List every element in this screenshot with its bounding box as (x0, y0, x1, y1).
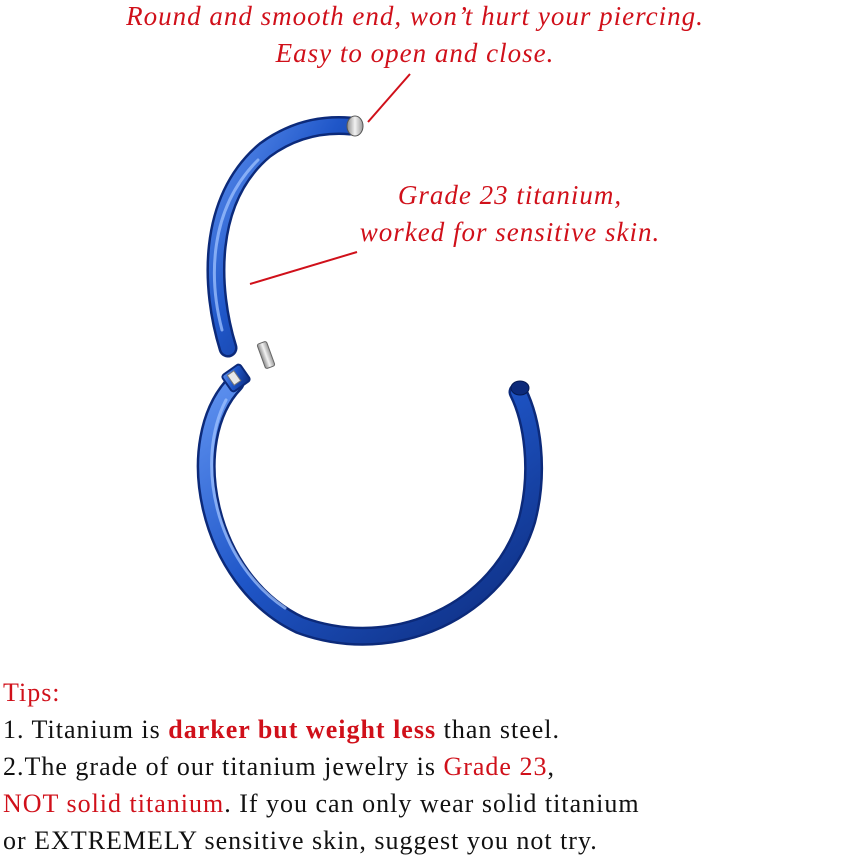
tip-3 (3, 785, 843, 822)
tip-4: or EXTREMELY sensitive skin, suggest you not try. (3, 826, 598, 855)
ring-open-segment (216, 126, 350, 348)
callout-grade-23-line1: Grade 23 titanium, (397, 180, 623, 210)
tips-section (3, 674, 843, 859)
tip-3-highlight: NOT solid titanium (3, 789, 225, 818)
callout-grade-23-line2: worked for sensitive skin. (359, 217, 661, 247)
pointer-line-grade-23 (250, 252, 357, 284)
tip-2-prefix: 2.The grade of our titanium jewelry is (3, 752, 444, 781)
ring-round-end (347, 116, 363, 136)
tips-title: Tips: (3, 678, 61, 707)
callout-round-end-line2: Easy to open and close. (275, 38, 555, 68)
tip-2-highlight: Grade 23 (443, 752, 548, 781)
tip-1-prefix: 1. Titanium is (3, 715, 169, 744)
tip-1-suffix: than steel. (436, 715, 561, 744)
callout-round-end-line1: Round and smooth end, won’t hurt your piercing. (126, 1, 704, 31)
pointer-line-round-end (368, 74, 410, 122)
tip-3-suffix: . If you can only wear solid titanium (224, 789, 640, 818)
tip-2 (3, 748, 843, 785)
tip-1 (3, 711, 843, 748)
tip-2-comma: , (547, 752, 555, 781)
ring-lower-end (511, 381, 529, 395)
tip-1-highlight: darker but weight less (168, 715, 437, 744)
